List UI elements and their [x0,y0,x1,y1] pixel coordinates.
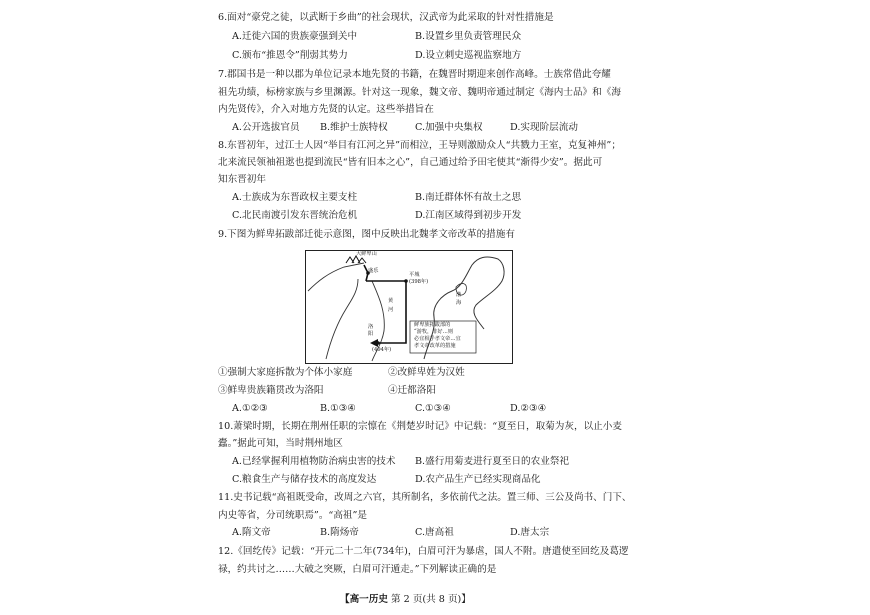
q11-option-c: C.唐高祖 [415,527,454,538]
q11-option-a: A.隋文帝 [232,527,271,538]
q6-stem: 6.面对“豪党之徒，以武断于乡曲”的社会现状，汉武帝为此采取的针对性措施是 [218,12,554,23]
migration-map [305,250,513,364]
map-label-river-2: 河 [388,307,394,313]
map-label-luoyang-year: (494年) [372,347,392,353]
map-note-line-1: 鲜卑族拓跋部的 [414,322,451,328]
q7-line-3: 内先贤传》，介入对地方先贤的认定。这些举措旨在 [218,104,434,115]
q9-option-a: A.①②③ [232,403,268,414]
q8-line-3: 知东晋初年 [218,174,266,185]
q9-option-d: D.②③④ [510,403,547,414]
q10-option-a: A.已经掌握利用植物防治病虫害的技术 [232,456,396,467]
q7-option-a: A.公开选拔官员 [232,122,300,133]
q7-option-d: D.实现阶层流动 [510,122,578,133]
map-label-sea-2: 海 [456,300,462,306]
q9-item-1: ①强制大家庭拆散为个体小家庭 [218,367,353,378]
q9-option-b: B.①③④ [320,403,356,414]
q10-line-1: 10.萧梁时期，长期在荆州任职的宗懔在《荆楚岁时记》中记载：“夏至日，取菊为灰，以止小麦 [218,421,622,432]
q6-option-b: B.设置乡里负责管理民众 [415,31,522,42]
map-note-line-2: “游牧，非好…则 [414,329,453,335]
page-footer [340,594,471,606]
q9-stem: 9.下图为鲜卑拓跋部迁徙示意图，图中反映出北魏孝文帝改革的措施有 [218,229,515,240]
map-label-mountain: 大鲜卑山 [356,251,377,257]
q11-line-2: 内史等省，分司统职焉”。“高祖”是 [218,510,368,521]
map-label-sea-1: 渤 [456,292,462,298]
q8-line-1: 8.东晋初年，过江士人因“举目有江河之异”而相泣，王导则激励众人“共戮力王室，克复神州”； [218,140,621,151]
q7-line-2: 祖先功绩，标榜家族与乡里渊源。针对这一现象，魏文帝、魏明帝通过制定《海内士品》和《海 [218,87,621,98]
map-label-luoyang-2: 阳 [368,331,374,337]
q7-option-b: B.维护士族特权 [320,122,388,133]
map-note-line-4: 孝文帝改革的措施 [414,343,456,349]
q8-option-b: B.南迁群体怀有故土之思 [415,192,522,203]
q10-option-b: B.盛行用菊麦进行夏至日的农业祭祀 [415,456,570,467]
q7-line-1: 7.郡国书是一种以郡为单位记录本地先贤的书籍，在魏晋时期迎来创作高峰。士族常借此夸耀 [218,69,611,80]
map-label-luoyang-1: 洛 [368,324,374,330]
q6-option-a: A.迁徙六国的贵族豪强到关中 [232,31,358,42]
q12-line-1: 12.《回纥传》记载：“开元二十二年(734年)，白眉可汗为暴虐，国人不附。唐遣使至回纥及葛逻 [218,546,629,557]
map-label-pingcheng: 平城 [409,272,420,278]
q6-option-d: D.设立刺史巡视监察地方 [415,50,522,61]
q9-item-4: ④迁都洛阳 [388,385,436,396]
map-drawing [306,251,512,363]
q8-line-2: 北来流民领袖祖逖也提到流民“皆有旧本之心”，自己通过给予田宅使其“渐得少安”。据此可 [218,157,603,168]
map-label-pingcheng-year: (398年) [409,279,429,285]
q9-item-2: ②改鲜卑姓为汉姓 [388,367,465,378]
q9-option-c: C.①③④ [415,403,451,414]
q11-line-1: 11.史书记载“高祖既受命，改周之六官，其所制名，多依前代之法。置三师、三公及尚书、门下、 [218,492,632,503]
q11-option-b: B.隋炀帝 [320,527,359,538]
q8-option-c: C.北民南渡引发东晋统治危机 [232,210,358,221]
q9-item-3: ③鲜卑贵族籍贯改为洛阳 [218,385,324,396]
q12-line-2: 禄，约共讨之……大破之突厥，白眉可汗遁走。”下列解读正确的是 [218,564,497,575]
q8-option-d: D.江南区域得到初步开发 [415,210,522,221]
q6-option-c: C.颁布“推恩令”削弱其势力 [232,50,348,61]
q11-option-d: D.唐太宗 [510,527,550,538]
footer-subject: 【高一历史 [340,594,388,605]
map-note-line-3: 必宜相乎孝文帝…宜 [414,336,461,342]
q10-option-d: D.农产品生产已经实现商品化 [415,474,541,485]
q10-line-2: 蠹。”据此可知，当时荆州地区 [218,438,343,449]
footer-page-info: 第 2 页(共 8 页)】 [391,594,471,605]
q8-option-a: A.士族成为东晋政权主要支柱 [232,192,358,203]
map-label-shengle: 盛乐 [368,268,379,274]
map-label-river-1: 黄 [388,298,394,304]
q10-option-c: C.粮食生产与储存技术的高度发达 [232,474,377,485]
q7-option-c: C.加强中央集权 [415,122,483,133]
